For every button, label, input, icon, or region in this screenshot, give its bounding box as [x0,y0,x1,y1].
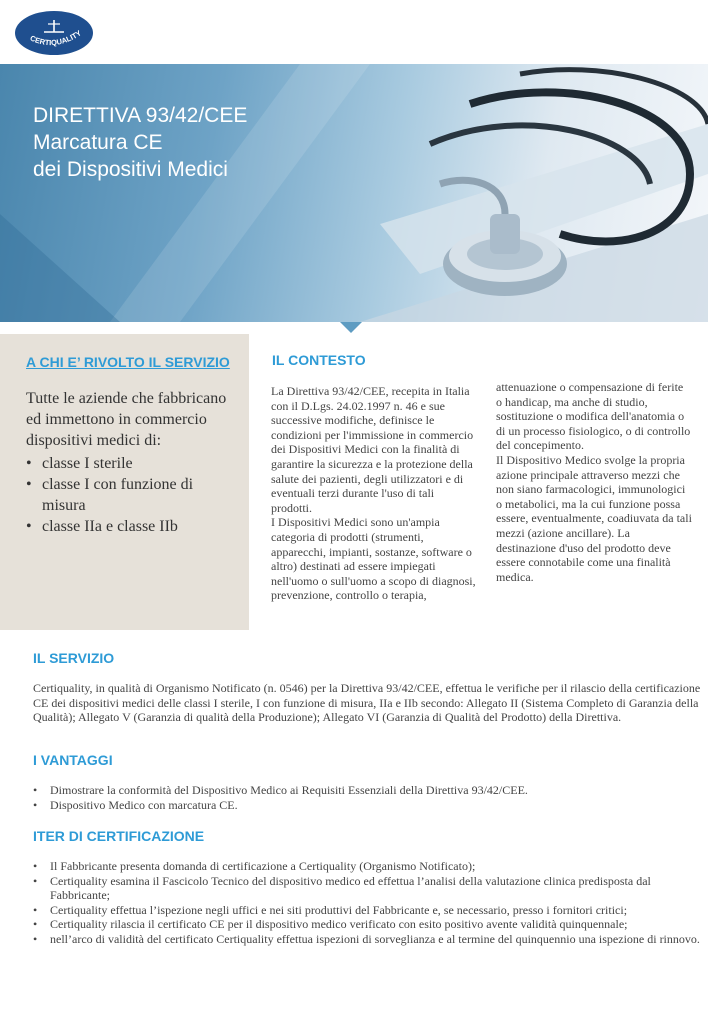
certiquality-logo [14,10,94,56]
hero-title [33,102,247,183]
list-item: • classe I sterile [26,453,231,474]
target-audience-intro: Tutte le aziende che fabbricano ed immettono in commercio dispositivi medici di: [26,390,227,449]
list-item: • classe IIa e classe IIb [26,516,231,537]
context-column-2 [496,380,692,584]
context-paragraph: Il Dispositivo Medico svolge la propria azione principale attraverso mezzi che non siano farmacologici, immunologici o metabolici, ma la cui funzione possa essere, eventualmente, coadiuvata da tali mezzi (azione ancillare). La destinazione d'uso del prodotto deve essere connotabile come una finalità medica. [496,452,692,584]
benefits-heading: I VANTAGGI [33,752,113,768]
list-item: • classe I con funzione di misura [26,474,231,516]
hero-title-line-1: DIRETTIVA 93/42/CEE [33,104,248,127]
list-item: • nell’arco di validità del certificato Certiquality effettua ispezioni di sorveglianza e al termine del quinquennio una ispezione di rinnovo. [33,932,701,947]
certification-process-list [33,859,701,947]
list-item: • Certiquality effettua l’ispezione negli uffici e nei siti produttivi del Fabbricante e, se necessario, presso i fornitori critici; [33,903,701,918]
list-item: • Certiquality rilascia il certificato CE per il dispositivo medico verificato con esito positivo avente validità quinquennale; [33,917,701,932]
certification-process-heading: ITER DI CERTIFICAZIONE [33,828,205,844]
device-class-list [26,453,231,537]
hero-banner [0,64,708,322]
context-column-1 [271,384,477,603]
logo-text: CERTIQUALITY [28,28,83,48]
service-heading: IL SERVIZIO [33,650,115,666]
context-heading: IL CONTESTO [272,352,366,368]
context-paragraph: La Direttiva 93/42/CEE, recepita in Italia con il D.Lgs. 24.02.1997 n. 46 e sue successive modifiche, definisce le condizioni per l'immissione in commercio dei Dispositivi Medici con la finalità di garantire la sicurezza e la protezione della salute dei pazienti, degli utilizzatori e di eventuali terzi durante l'uso di tali prodotti. [271,384,474,515]
context-paragraph: attenuazione o compensazione di ferite o handicap, ma anche di studio, sostituzione o modifica dell'anatomia o di un processo fisiologico, o di controllo del concepimento. [496,380,691,453]
target-audience-panel [0,334,249,630]
hero-notch [340,322,362,333]
list-item: • Dimostrare la conformità del Dispositivo Medico ai Requisiti Essenziali della Direttiva 93/42/CEE. [33,783,701,798]
benefits-list [33,783,701,812]
hero-title-line-2: Marcatura CE [33,131,163,154]
service-text: Certiquality, in qualità di Organismo Notificato (n. 0546) per la Direttiva 93/42/CEE, effettua le verifiche per il rilascio della certificazione CE dei dispositivi medici delle classi I sterile, I con funzione di misura, IIa e IIb secondo: Allegato II (Sistema Completo di Garanzia della Qualità); Allegato V (Garanzia di qualità della Produzione); Allegato VI (Garanzia di Qualità del Prodotto) della Direttiva. [33,681,701,725]
list-item: • Il Fabbricante presenta domanda di certificazione a Certiquality (Organismo Notificato); [33,859,701,874]
context-paragraph: I Dispositivi Medici sono un'ampia categoria di prodotti (strumenti, apparecchi, impianti, sostanze, software o altro) destinati ad essere impiegati nell'uomo o sull'uomo a scopo di diagnosi, prevenzione, controllo o terapia, [271,515,476,603]
list-item: • Certiquality esamina il Fascicolo Tecnico del dispositivo medico ed effettua l’analisi della valutazione clinica predisposta dal Fabbricante; [33,874,701,903]
list-item: • Dispositivo Medico con marcatura CE. [33,798,701,813]
target-audience-heading[interactable]: A CHI E’ RIVOLTO IL SERVIZIO [26,354,230,370]
hero-title-line-3: dei Dispositivi Medici [33,158,228,181]
